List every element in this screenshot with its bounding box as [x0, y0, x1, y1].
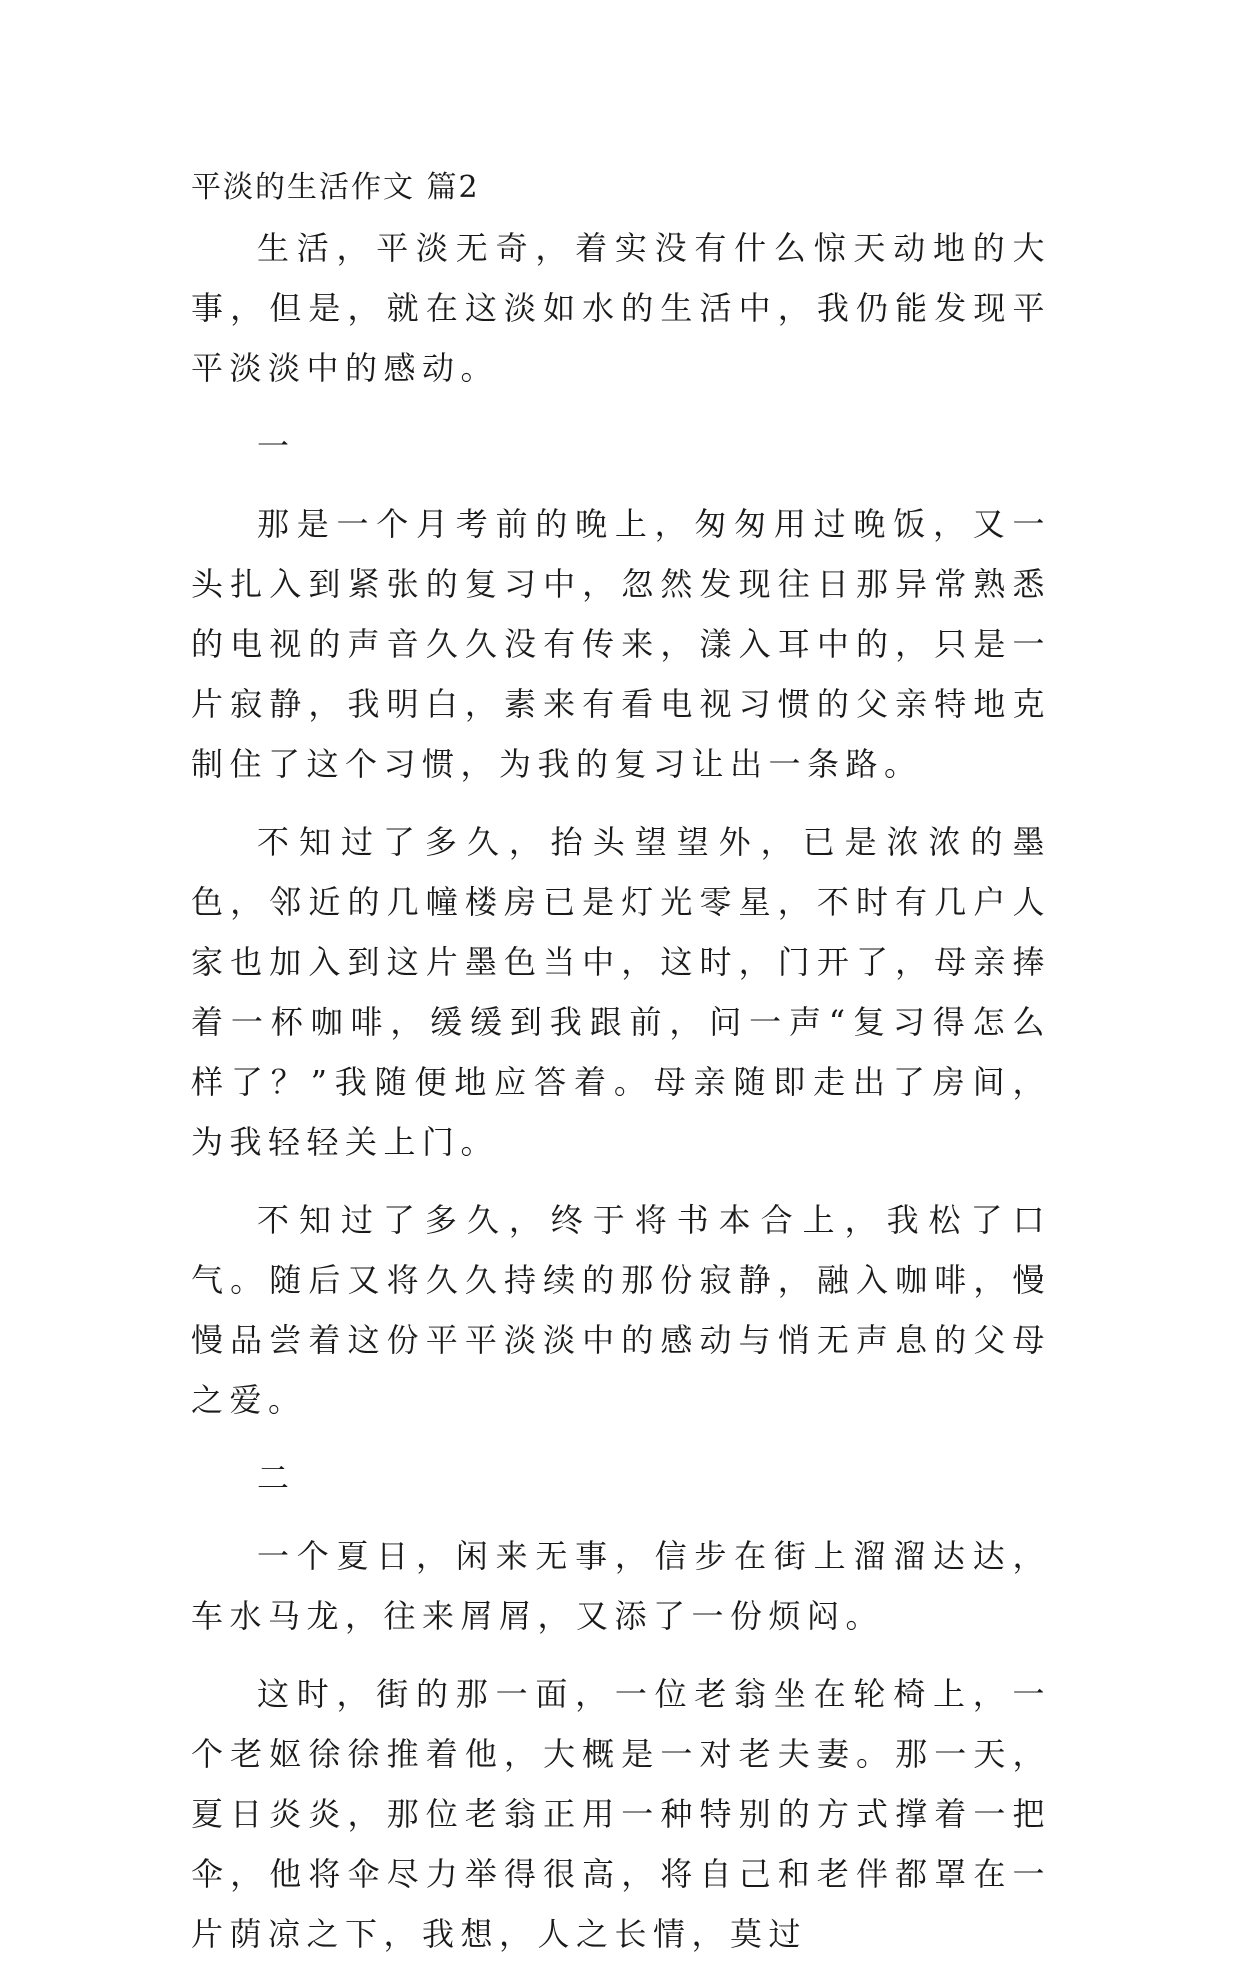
- document-page: [191, 160, 1051, 1982]
- section-marker-one: 一: [257, 427, 290, 465]
- paragraph-mother-coffee: 不知过了多久，抬头望望外，已是浓浓的墨色，邻近的几幢楼房已是灯光零星，不时有几户人家也加入到这片墨色当中，这时，门开了，母亲捧着一杯咖啡，缓缓到我跟前，问一声“复习得怎么样了？”我随便地应答着。母亲随即走出了房间，为我轻轻关上门。: [191, 823, 1051, 1161]
- section-marker-two: 二: [257, 1459, 290, 1497]
- paragraph-exam-night: 那是一个月考前的晚上，匆匆用过晚饭，又一头扎入到紧张的复习中，忽然发现往日那异常熟悉的电视的声音久久没有传来，漾入耳中的，只是一片寂静，我明白，素来有看电视习惯的父亲特地克制住了这个习惯，为我的复习让出一条路。: [191, 505, 1051, 783]
- paragraph-summer-day: 一个夏日，闲来无事，信步在街上溜溜达达，车水马龙，往来屑屑，又添了一份烦闷。: [191, 1537, 1051, 1635]
- paragraph-intro: 生活，平淡无奇，着实没有什么惊天动地的大事，但是，就在这淡如水的生活中，我仍能发现平平淡淡中的感动。: [191, 229, 1051, 387]
- paragraph-reflection: 不知过了多久，终于将书本合上，我松了口气。随后又将久久持续的那份寂静，融入咖啡，慢慢品尝着这份平平淡淡中的感动与悄无声息的父母之爱。: [191, 1201, 1051, 1419]
- document-title: 平淡的生活作文 篇2: [191, 170, 480, 205]
- paragraph-old-couple: 这时，街的那一面，一位老翁坐在轮椅上，一个老妪徐徐推着他，大概是一对老夫妻。那一天，夏日炎炎，那位老翁正用一种特别的方式撑着一把伞，他将伞尽力举得很高，将自己和老伴都罩在一片荫凉之下，我想，人之长情，莫过: [191, 1675, 1051, 1953]
